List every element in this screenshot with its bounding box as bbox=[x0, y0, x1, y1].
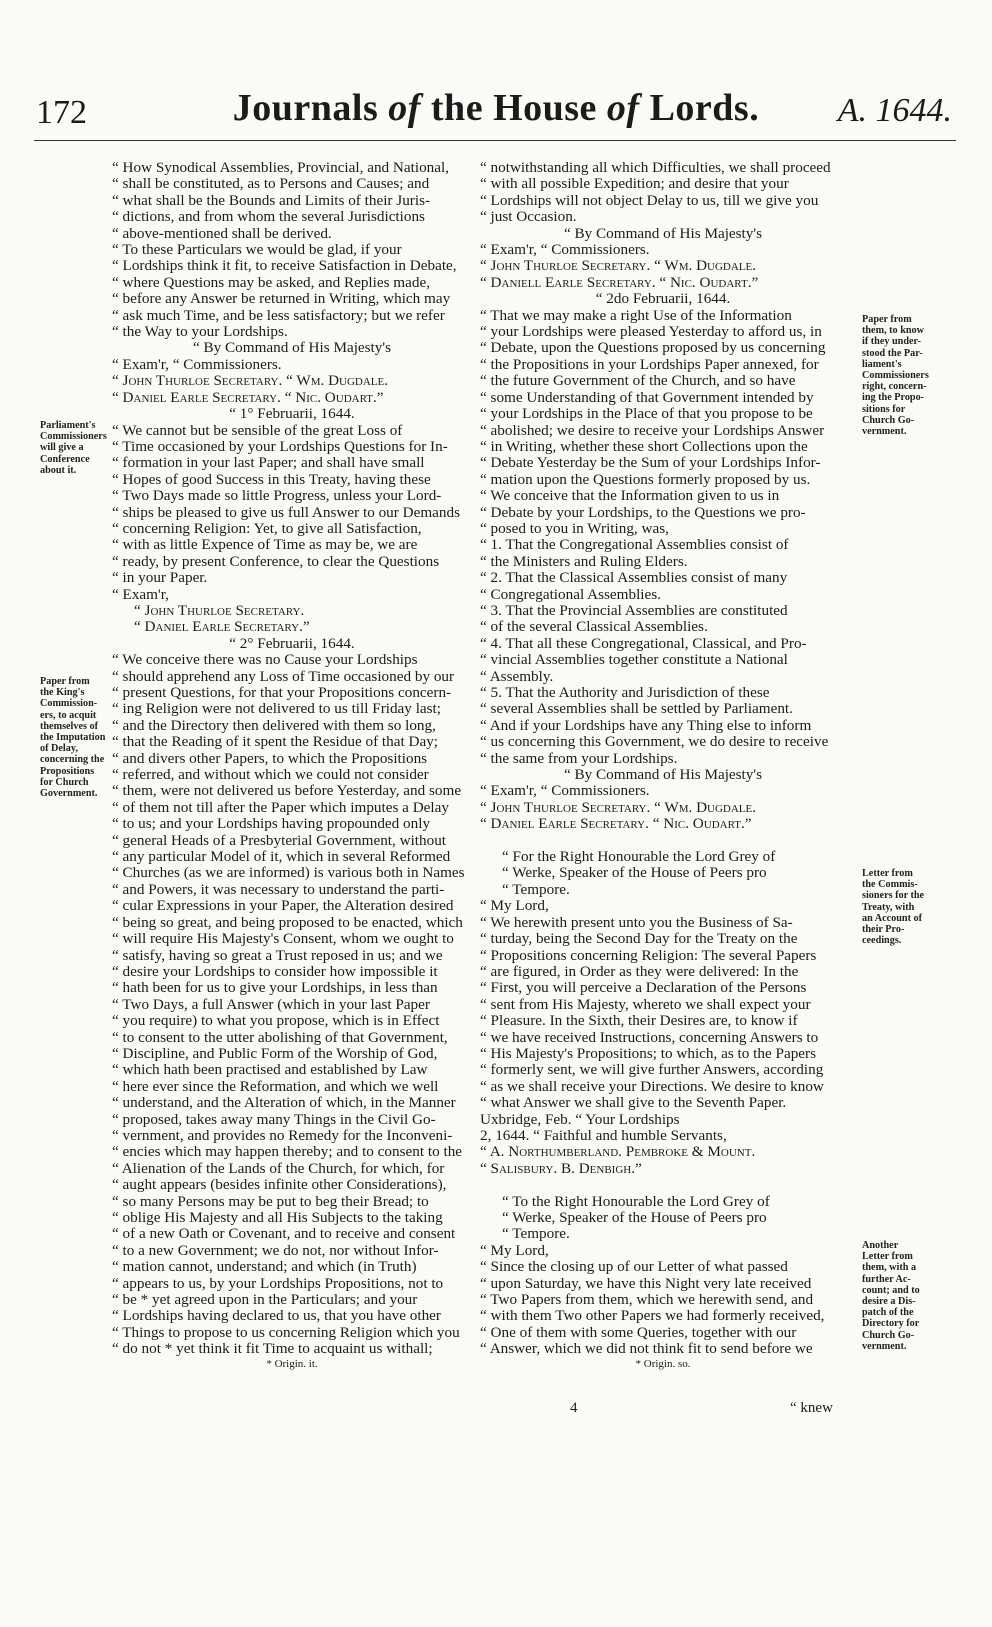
margin-line: their Pro- bbox=[862, 924, 905, 936]
text-line: “ to a new Government; we do not, nor without Infor- bbox=[112, 1242, 439, 1259]
text-line: “ Tempore. bbox=[502, 881, 570, 898]
text-line: “ formation in your last Paper; and shall have small bbox=[112, 455, 425, 472]
text-line: “ of them not till after the Paper which imputes a Delay bbox=[112, 799, 449, 816]
margin-line: Another bbox=[862, 1240, 899, 1251]
text-line: “ ships be pleased to give us full Answer to our Demands bbox=[112, 504, 460, 521]
text-line: “ Hopes of good Success in this Treaty, having these bbox=[112, 471, 431, 488]
margin-line: if they under- bbox=[862, 336, 922, 348]
margin-line: Conference bbox=[40, 453, 90, 465]
text-line: “ Churches (as we are informed) is various both in Names bbox=[112, 865, 465, 882]
text-line: “ satisfy, having so great a Trust reposed in us; and we bbox=[112, 947, 443, 964]
text-line: “ should apprehend any Loss of Time occasioned by our bbox=[112, 668, 455, 685]
text-line: “ the Ministers and Ruling Elders. bbox=[480, 553, 688, 570]
text-line: “ Daniel Earle Secretary.” bbox=[134, 619, 310, 636]
text-line: “ Exam'r, bbox=[112, 586, 169, 603]
margin-line: of Delay, bbox=[40, 743, 78, 755]
text-line: “ By Command of His Majesty's bbox=[192, 340, 392, 357]
text-line: “ your Lordships were pleased Yesterday to afford us, in bbox=[480, 324, 822, 341]
text-line: “ formerly sent, we will give further Answers, according bbox=[480, 1062, 824, 1079]
text-line: “ mation cannot, understand; and which (in Truth) bbox=[112, 1259, 417, 1276]
text-line: “ and Powers, it was necessary to understand the parti- bbox=[112, 881, 445, 898]
text-line: “ us concerning this Government, we do desire to receive bbox=[480, 734, 829, 751]
text-line: “ Daniell Earle Secretary. “ Nic. Oudart.” bbox=[480, 274, 759, 291]
margin-line: Church Go- bbox=[862, 1329, 915, 1341]
text-line: “ as we shall receive your Directions. We desire to know bbox=[480, 1078, 824, 1095]
left-column bbox=[112, 160, 472, 1371]
margin-line: count; and to bbox=[862, 1284, 920, 1296]
text-line: “ Two Days, a full Answer (which in your last Paper bbox=[112, 996, 430, 1013]
text-line: “ Tempore. bbox=[502, 1226, 570, 1243]
text-line: “ be * yet agreed upon in the Particulars; and your bbox=[112, 1292, 418, 1309]
text-line: “ John Thurloe Secretary. “ Wm. Dugdale. bbox=[480, 258, 757, 275]
text-line: “ and the Directory then delivered with them so long, bbox=[112, 717, 436, 734]
text-line: “ here ever since the Reformation, and which we well bbox=[112, 1078, 439, 1095]
text-line: “ Pleasure. In the Sixth, their Desires are, to know if bbox=[480, 1013, 798, 1030]
text-line bbox=[480, 833, 846, 849]
text-line: “ to consent to the utter abolishing of that Government, bbox=[112, 1029, 448, 1046]
text-line: “ upon Saturday, we have this Night very late received bbox=[480, 1275, 812, 1292]
text-line: “ A. Northumberland. Pembroke & Mount. bbox=[480, 1144, 756, 1161]
margin-line: will give a bbox=[40, 442, 84, 454]
text-line: “ 4. That all these Congregational, Classical, and Pro- bbox=[480, 635, 807, 652]
margin-line: Commission- bbox=[40, 698, 98, 710]
text-line: “ you require) to what you propose, which is in Effect bbox=[112, 1013, 440, 1030]
margin-note-paper-from-them bbox=[862, 314, 929, 437]
margin-line: liament's bbox=[862, 358, 902, 370]
text-line: “ will require His Majesty's Consent, whom we ought to bbox=[112, 931, 454, 948]
text-line: “ aught appears (besides infinite other Considerations), bbox=[112, 1177, 447, 1194]
margin-line: concerning the bbox=[40, 754, 105, 766]
text-line: “ vincial Assemblies together constitute a National bbox=[480, 652, 788, 669]
text-line: “ and divers other Papers, to which the Propositions bbox=[112, 750, 428, 767]
margin-line: further Ac- bbox=[862, 1273, 911, 1285]
margin-line: Commissioners bbox=[40, 431, 107, 443]
text-line: “ what shall be the Bounds and Limits of their Juris- bbox=[112, 192, 431, 209]
text-line: “ Debate Yesterday be the Sum of your Lordships Infor- bbox=[480, 455, 821, 472]
margin-line: sioners for the bbox=[862, 890, 925, 902]
margin-line: themselves of bbox=[40, 720, 98, 732]
text-line: “ cular Expressions in your Paper, the Alteration desired bbox=[112, 898, 454, 915]
text-line: “ Things to propose to us concerning Religion which you bbox=[112, 1324, 460, 1341]
text-line: “ several Assemblies shall be settled by Parliament. bbox=[480, 701, 793, 718]
margin-line: Paper from bbox=[40, 676, 90, 687]
text-line: “ posed to you in Writing, was, bbox=[480, 520, 669, 537]
text-line: “ that the Reading of it spent the Residue of that Day; bbox=[112, 734, 439, 751]
text-line: “ John Thurloe Secretary. “ Wm. Dugdale. bbox=[480, 799, 757, 816]
text-line: “ 2° Februarii, 1644. bbox=[229, 635, 355, 652]
text-line: “ appears to us, by your Lordships Propositions, not to bbox=[112, 1275, 444, 1292]
margin-line: Propositions bbox=[40, 765, 95, 777]
text-line: “ we have received Instructions, concerning Answers to bbox=[480, 1029, 819, 1046]
margin-note-conference bbox=[40, 420, 107, 476]
margin-line: patch of the bbox=[862, 1307, 914, 1319]
text-line: “ 5. That the Authority and Jurisdiction of these bbox=[480, 685, 770, 701]
text-line: “ 2do Februarii, 1644. bbox=[595, 291, 731, 308]
text-line: “ John Thurloe Secretary. bbox=[134, 602, 305, 619]
year-heading: A. 1644. bbox=[837, 92, 952, 129]
margin-note-kings-paper bbox=[40, 676, 105, 799]
text-line: “ ing Religion were not delivered to us till Friday last; bbox=[112, 701, 442, 718]
text-line: “ Answer, which we did not think fit to send before we bbox=[480, 1341, 813, 1358]
text-line: “ We conceive that the Information given to us in bbox=[480, 488, 780, 505]
catchword: “ knew bbox=[790, 1400, 833, 1416]
text-line: “ Assembly. bbox=[480, 668, 554, 685]
text-line: “ the Way to your Lordships. bbox=[112, 324, 288, 341]
text-line: “ To these Particulars we would be glad, if your bbox=[112, 242, 402, 259]
text-line: “ Lordships will not object Delay to us, till we give you bbox=[480, 192, 819, 209]
text-line: “ By Command of His Majesty's bbox=[563, 225, 763, 242]
text-line: “ notwithstanding all which Difficulties, we shall proceed bbox=[480, 160, 831, 176]
margin-line: ers, to acquit bbox=[40, 709, 97, 721]
text-line: “ your Lordships in the Place of that you propose to be bbox=[480, 406, 813, 423]
text-line: “ do not * yet think it fit Time to acquaint us withall; bbox=[112, 1341, 433, 1358]
text-line: “ with all possible Expedition; and desire that your bbox=[480, 176, 789, 193]
margin-line: stood the Par- bbox=[862, 347, 923, 359]
text-line: “ John Thurloe Secretary. “ Wm. Dugdale. bbox=[112, 373, 389, 390]
margin-line: desire a Dis- bbox=[862, 1296, 916, 1308]
text-line: “ are figured, in Order as they were delivered: In the bbox=[480, 963, 799, 980]
margin-line: ceedings. bbox=[862, 935, 902, 947]
text-line: “ Daniel Earle Secretary. “ Nic. Oudart.” bbox=[112, 389, 384, 406]
text-line: “ To the Right Honourable the Lord Grey of bbox=[502, 1193, 770, 1210]
margin-note-letter bbox=[862, 868, 924, 946]
margin-line: vernment. bbox=[862, 1340, 907, 1352]
text-line: “ Exam'r, “ Commissioners. bbox=[480, 783, 650, 800]
text-line: “ what Answer we shall give to the Seventh Paper. bbox=[480, 1095, 787, 1112]
text-line: “ understand, and the Alteration of which, in the Manner bbox=[112, 1095, 456, 1112]
text-line: “ My Lord, bbox=[480, 898, 549, 915]
margin-line: vernment. bbox=[862, 426, 907, 438]
text-line: “ 1. That the Congregational Assemblies consist of bbox=[480, 537, 789, 554]
text-line: “ which hath been practised and established by Law bbox=[112, 1062, 428, 1079]
text-line: “ desire your Lordships to consider how impossible it bbox=[112, 963, 438, 980]
text-line: “ with as little Expence of Time as may be, we are bbox=[112, 537, 418, 554]
signature-mark: 4 bbox=[570, 1400, 578, 1416]
text-line: “ sent from His Majesty, whereto we shall expect your bbox=[480, 996, 811, 1013]
text-line: “ Salisbury. B. Denbigh.” bbox=[480, 1160, 642, 1177]
margin-line: Commissioners bbox=[862, 370, 929, 382]
text-line: * Origin. it. bbox=[266, 1357, 318, 1370]
page-header bbox=[0, 86, 992, 136]
text-line: “ some Understanding of that Government intended by bbox=[480, 389, 814, 406]
margin-line: the Imputation bbox=[40, 732, 106, 744]
text-line: “ the same from your Lordships. bbox=[480, 750, 678, 767]
text-line: “ above-mentioned shall be derived. bbox=[112, 225, 332, 242]
margin-line: right, concern- bbox=[862, 381, 927, 393]
margin-line: Government. bbox=[40, 788, 98, 800]
text-line: “ any particular Model of it, which in several Reformed bbox=[112, 849, 451, 866]
text-line: “ How Synodical Assemblies, Provincial, and National, bbox=[112, 160, 450, 176]
text-line: “ Time occasioned by your Lordships Questions for In- bbox=[112, 438, 448, 455]
text-line: “ in Writing, whether these short Collections upon the bbox=[480, 438, 808, 455]
text-line: “ the future Government of the Church, and so have bbox=[480, 373, 796, 390]
text-line: “ Exam'r, “ Commissioners. bbox=[112, 356, 282, 373]
text-line: “ dictions, and from whom the several Jurisdictions bbox=[112, 209, 425, 226]
journal-title: Journals of the House of Lords. bbox=[232, 87, 760, 129]
text-line: “ general Heads of a Presbyterial Government, without bbox=[112, 832, 447, 849]
text-line: “ shall be constituted, as to Persons and Causes; and bbox=[112, 176, 430, 193]
text-line: “ of the several Classical Assemblies. bbox=[480, 619, 708, 636]
text-line: “ Werke, Speaker of the House of Peers pro bbox=[502, 1210, 767, 1226]
margin-line: ing the Propo- bbox=[862, 392, 925, 404]
text-line: “ of a new Oath or Covenant, and to receive and consent bbox=[112, 1226, 456, 1243]
text-line bbox=[480, 1177, 846, 1193]
margin-line: Letter from bbox=[862, 868, 913, 879]
text-line: “ before any Answer be returned in Writing, which may bbox=[112, 291, 451, 308]
text-line: “ Lordships having declared to us, that you have other bbox=[112, 1308, 441, 1325]
text-line: “ Congregational Assemblies. bbox=[480, 586, 661, 603]
margin-line: Treaty, with bbox=[862, 901, 915, 913]
text-line: “ Lordships think it fit, to receive Satisfaction in Debate, bbox=[112, 258, 457, 275]
margin-line: an Account of bbox=[862, 912, 922, 924]
text-line: “ His Majesty's Propositions; to which, as to the Papers bbox=[480, 1045, 816, 1062]
text-line: 2, 1644. “ Faithful and humble Servants, bbox=[480, 1127, 727, 1144]
text-line: * Origin. so. bbox=[635, 1357, 691, 1370]
text-line: “ referred, and without which we could not consider bbox=[112, 767, 429, 784]
text-line: “ Exam'r, “ Commissioners. bbox=[480, 242, 650, 259]
page-number: 172 bbox=[36, 94, 87, 131]
margin-line: Letter from bbox=[862, 1251, 913, 1263]
text-line: “ so many Persons may be put to beg their Bread; to bbox=[112, 1193, 429, 1210]
text-line: “ 2. That the Classical Assemblies consist of many bbox=[480, 570, 788, 587]
margin-line: for Church bbox=[40, 776, 89, 788]
text-line: “ them, were not delivered us before Yesterday, and some bbox=[112, 783, 462, 800]
text-line: “ We herewith present unto you the Business of Sa- bbox=[480, 914, 793, 931]
text-line: “ abolished; we desire to receive your Lordships Answer bbox=[480, 422, 825, 439]
margin-line: Paper from bbox=[862, 314, 912, 325]
margin-line: the King's bbox=[40, 687, 85, 699]
margin-line: them, with a bbox=[862, 1262, 917, 1274]
margin-note-another-letter bbox=[862, 1240, 920, 1352]
text-line: “ proposed, takes away many Things in the Civil Go- bbox=[112, 1111, 436, 1128]
text-line: “ 1° Februarii, 1644. bbox=[229, 406, 355, 423]
text-line: “ with them Two other Papers we had formerly received, bbox=[480, 1308, 825, 1325]
text-line: “ First, you will perceive a Declaration of the Persons bbox=[480, 980, 807, 997]
text-line: “ oblige His Majesty and all His Subjects to the taking bbox=[112, 1210, 443, 1226]
margin-line: Church Go- bbox=[862, 414, 915, 426]
text-line: “ By Command of His Majesty's bbox=[563, 767, 763, 784]
margin-line: them, to know bbox=[862, 325, 924, 337]
text-line: “ encies which may happen thereby; and to consent to the bbox=[112, 1144, 463, 1161]
text-line: Uxbridge, Feb. “ Your Lordships bbox=[480, 1111, 680, 1128]
text-line: “ And if your Lordships have any Thing else to inform bbox=[480, 717, 812, 734]
text-line: “ Two Papers from them, which we herewith send, and bbox=[480, 1292, 814, 1309]
text-line: “ Propositions concerning Religion: The several Papers bbox=[480, 947, 817, 964]
text-line: “ Discipline, and Public Form of the Worship of God, bbox=[112, 1045, 438, 1062]
margin-line: the Commis- bbox=[862, 879, 918, 891]
text-line: “ My Lord, bbox=[480, 1242, 549, 1259]
margin-line: Parliament's bbox=[40, 420, 96, 431]
text-line: “ mation upon the Questions formerly proposed by us. bbox=[480, 471, 811, 488]
text-line: “ in your Paper. bbox=[112, 570, 208, 587]
text-line: “ to us; and your Lordships having propounded only bbox=[112, 816, 431, 833]
text-line: “ turday, being the Second Day for the Treaty on the bbox=[480, 931, 798, 948]
text-line: “ Debate, upon the Questions proposed by us concerning bbox=[480, 340, 826, 357]
text-line: “ Since the closing up of our Letter of what passed bbox=[480, 1259, 788, 1276]
text-line: “ ask much Time, and be less satisfactory; but we refer bbox=[112, 307, 445, 324]
text-line: “ hath been for us to give your Lordships, in less than bbox=[112, 980, 438, 997]
text-line: “ 3. That the Provincial Assemblies are constituted bbox=[480, 602, 788, 619]
text-line: “ We cannot but be sensible of the great Loss of bbox=[112, 422, 403, 439]
text-line: “ present Questions, for that your Propositions concern- bbox=[112, 685, 452, 701]
text-line: “ We conceive there was no Cause your Lordships bbox=[112, 652, 418, 669]
right-column bbox=[480, 160, 846, 1371]
text-line: “ For the Right Honourable the Lord Grey of bbox=[502, 849, 776, 866]
text-line: “ Daniel Earle Secretary. “ Nic. Oudart.” bbox=[480, 816, 752, 833]
header-rule bbox=[34, 140, 956, 141]
text-line: “ Two Days made so little Progress, unless your Lord- bbox=[112, 488, 442, 505]
text-line: “ vernment, and provides no Remedy for the Inconveni- bbox=[112, 1127, 453, 1144]
text-line: “ where Questions may be asked, and Replies made, bbox=[112, 274, 430, 291]
text-line: “ being so great, and being proposed to be enacted, which bbox=[112, 914, 463, 931]
text-line: “ Alienation of the Lands of the Church, for which, for bbox=[112, 1160, 445, 1177]
text-line: “ That we may make a right Use of the Information bbox=[480, 307, 792, 324]
margin-line: about it. bbox=[40, 464, 77, 476]
text-line: “ just Occasion. bbox=[480, 209, 577, 226]
text-line: “ One of them with some Queries, together with our bbox=[480, 1324, 797, 1341]
text-line: “ concerning Religion: Yet, to give all Satisfaction, bbox=[112, 520, 422, 537]
margin-line: sitions for bbox=[862, 403, 906, 415]
text-line: “ the Propositions in your Lordships Paper annexed, for bbox=[480, 356, 819, 373]
text-line: “ Debate by your Lordships, to the Questions we pro- bbox=[480, 504, 806, 521]
text-line: “ Werke, Speaker of the House of Peers pro bbox=[502, 865, 767, 882]
margin-line: Directory for bbox=[862, 1318, 920, 1330]
text-line: “ ready, by present Conference, to clear the Questions bbox=[112, 553, 440, 570]
